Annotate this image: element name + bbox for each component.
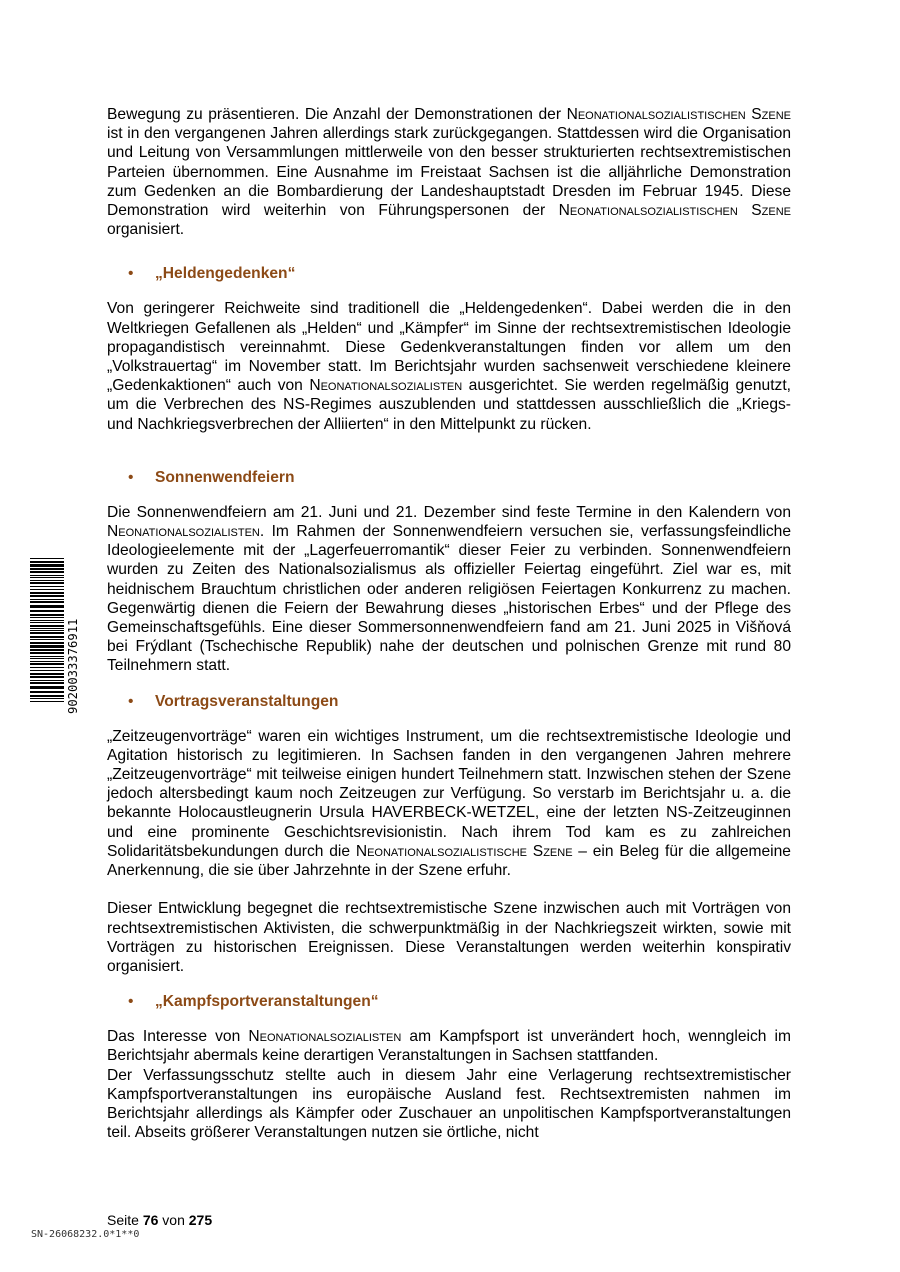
barcode-bar	[30, 676, 64, 678]
text-run: Das Interesse von	[107, 1028, 249, 1046]
barcode-bar	[30, 658, 64, 659]
text-run: Die Sonnenwendfeiern am 21. Juni und 21. Dezember sind feste Termine in den Kalendern von	[107, 503, 791, 521]
barcode-bar	[30, 595, 64, 597]
text-run: organisiert.	[107, 221, 185, 239]
barcode-bar	[30, 589, 64, 590]
paragraph-heldengedenken	[107, 299, 791, 433]
text-run: Dieser Entwicklung begegnet die rechtsextremistische Szene inzwischen auch mit Vorträgen von rechtsextremistischen Aktivisten, die schwerpunktmäßig in der Nachkriegszeit wirkten, sowie mit Vorträgen zu historischen Ereignissen. Diese Veranstaltungen werden weiterhin konspirativ organisiert.	[107, 900, 791, 975]
barcode-bar	[30, 645, 64, 648]
barcode-bar	[30, 625, 64, 627]
text-run: Von geringerer Reichweite sind traditionell die „Heldengedenken“. Dabei werden die in den Weltkriegen Gefallenen als „Helden“ und „Kämpfer“ im Sinne der rechtsextremistischen Ideologie propagandistisch vereinnahmt. Diese Gedenkveranstaltungen finden vor allem um den „Volkstrauertag“ im November statt. Im Berichtsjahr wurden sachsenweit verschiedene kleinere „Gedenkaktionen“ auch von	[107, 300, 791, 395]
footer-prefix: Seite	[107, 1212, 143, 1228]
small-caps-term: Neonationalsozialistischen Szene	[566, 106, 792, 123]
barcode-bar	[30, 632, 64, 634]
text-run: – ein Beleg für die allgemeine Anerkennung, die sie über Jahrzehnte in der Szene erfuhr.	[107, 842, 791, 880]
barcode-bar	[30, 663, 64, 665]
barcode-bar	[30, 586, 64, 587]
small-caps-term: Neonationalsozialisten	[248, 1028, 402, 1046]
barcode-bar	[30, 630, 64, 631]
paragraph-verfassungsschutz	[107, 1066, 791, 1143]
text-run: ist in den vergangenen Jahren allerdings stark zurückgegangen. Stattdessen wird die Organisation und Leitung von Versammlungen mittlerweile von den besser strukturierten rechtsextremistischen Parteien übernommen. Eine Ausnahme im Freistaat Sachsen ist die alljährliche Demonstration zum Gedenken an die Bombardierung der Landeshauptstadt Dresden im Februar 1945. Diese Demonstration wird weiterhin von Führungspersonen der	[107, 125, 791, 220]
paragraph-kampfsport-interesse	[107, 1027, 791, 1065]
paragraph-zeitzeugen	[107, 727, 791, 881]
paragraph-sonnenwendfeiern	[107, 503, 791, 676]
barcode-bar	[30, 691, 64, 693]
barcode-bar	[30, 670, 64, 671]
barcode-bar	[30, 582, 64, 584]
bullet-icon: •	[128, 692, 134, 710]
footer-middle: von	[158, 1212, 189, 1228]
heading-vortragsveranstaltungen	[107, 692, 791, 712]
barcode-bar	[30, 652, 64, 654]
barcode-bar	[30, 667, 64, 668]
barcode-bar	[30, 656, 64, 657]
text-run: Bewegung zu präsentieren. Die Anzahl der Demonstrationen der	[107, 106, 567, 123]
heading-text: „Heldengedenken“	[155, 265, 296, 283]
barcode-bar	[30, 680, 64, 681]
footer-page-number: 76	[142, 1212, 159, 1228]
barcode-bar	[30, 592, 64, 594]
footer-page-total: 275	[188, 1212, 213, 1228]
barcode-bar	[30, 558, 64, 559]
bullet-icon: •	[128, 468, 134, 486]
barcode-bar	[30, 571, 64, 573]
barcode-bar	[30, 682, 64, 684]
small-caps-term: Neonationalsozialistischen Szene	[558, 202, 792, 220]
barcode-bar	[30, 577, 64, 578]
barcode-bar	[30, 614, 64, 616]
barcode-bar	[30, 639, 64, 640]
barcode-graphic	[28, 556, 80, 716]
heading-heldengedenken	[107, 264, 791, 284]
barcode-bar	[30, 601, 64, 603]
small-caps-term: Neonationalsozialisten	[107, 523, 260, 541]
text-run: „Zeitzeugenvorträge“ waren ein wichtiges Instrument, um die rechtsextremistische Ideologie und Agitation historisch zu legitimieren. In Sachsen fanden in den vergangenen Jahren mehrere „Zeitzeugenvorträge“ mit teilweise einigen hundert Teilnehmern statt. Inzwischen stehen der Szene jedoch altersbedingt kaum noch Zeitzeugen zur Verfügung. So verstarb im Berichtsjahr u. a. die bekannte Holocaustleugnerin Ursula HAVERBECK-WETZEL, eine der letzten NS-Zeitzeuginnen und eine prominente Geschichtsrevisionistin. Nach ihrem Tod kam es zu zahlreichen Solidaritätsbekundungen durch die	[107, 727, 791, 860]
barcode	[28, 556, 80, 716]
heading-sonnenwendfeiern	[107, 468, 791, 488]
barcode-bar	[30, 628, 64, 629]
paragraph-entwicklung	[107, 899, 791, 976]
document-code: SN-26068232.0*1**0	[31, 1229, 140, 1240]
barcode-bar	[30, 649, 64, 651]
barcode-bar	[30, 698, 64, 699]
barcode-bar	[30, 636, 64, 638]
text-run: Der Verfassungsschutz stellte auch in diesem Jahr eine Verlagerung rechtsextremistischer Kampfsportveranstaltungen ins europäische Ausland fest. Rechtsextremisten nahmen im Berichtsjahr allerdings als Kämpfer oder Zuschauer an unpolitischen Kampfsportveranstaltungen teil. Abseits größerer Veranstaltungen nutzen sie örtliche, nicht	[107, 1066, 791, 1142]
barcode-bar	[30, 695, 64, 697]
bullet-icon: •	[128, 993, 134, 1011]
text-run: am Kampfsport ist unverändert hoch, wenngleich im Berichtsjahr abermals keine derartigen Veranstaltungen in Sachsen stattfanden.	[107, 1028, 792, 1065]
barcode-bar	[30, 686, 64, 689]
barcode-bar	[30, 642, 64, 644]
bullet-icon: •	[128, 265, 134, 283]
barcode-bar	[30, 599, 64, 600]
heading-text: „Kampfsportveranstaltungen“	[155, 993, 379, 1011]
text-run: . Im Rahmen der Sonnenwendfeiern versuchen sie, verfassungsfeindliche Ideologieelemente mit der „Lagerfeuerromantik“ dieser Feier zu verbinden. Sonnenwendfeiern wurden zu Zeiten des Nationalsozialismus als offizieller Feiertag eingeführt. Ziel war es, mit heidnischem Brauchtum christlichen oder anderen religiösen Feiertagen Konkurrenz zu machen. Gegenwärtig dienen die Feiern der Bewahrung dieses „historischen Erbes“ und der Pflege des Gemeinschaftsgefühls. Eine dieser Sommersonnenwendfeiern fand am 21. Juni 2025 in Višňová bei Frýdlant (Tschechische Republik) nahe der deutschen und polnischen Grenze mit rund 80 Teilnehmern statt.	[107, 523, 791, 675]
text-run: ausgerichtet. Sie werden regelmäßig genutzt, um die Verbrechen des NS-Regimes auszublenden und stattdessen ausschließlich die „Kriegs- und Nachkriegsverbrechen der Alliierten“ in den Mittelpunkt zu rücken.	[107, 377, 791, 433]
heading-text: Sonnenwendfeiern	[155, 468, 295, 486]
barcode-bar	[30, 661, 64, 662]
small-caps-term: Neonationalsozialisten	[309, 377, 463, 395]
barcode-bar	[30, 561, 64, 563]
barcode-bar	[30, 610, 64, 612]
page-content	[107, 105, 791, 1142]
heading-kampfsportveranstaltungen	[107, 992, 791, 1012]
small-caps-term: Neonationalsozialistische Szene	[355, 842, 573, 860]
barcode-digits: 9020033376911	[66, 618, 80, 714]
barcode-bar	[30, 564, 64, 567]
barcode-bar	[30, 673, 64, 675]
barcode-bar	[30, 622, 64, 623]
barcode-bar	[30, 568, 64, 570]
barcode-bar	[30, 575, 64, 576]
barcode-bar	[30, 580, 64, 581]
barcode-bar	[30, 605, 64, 608]
barcode-bar	[30, 620, 64, 621]
barcode-bar	[30, 701, 64, 702]
heading-text: Vortragsveranstaltungen	[155, 692, 339, 710]
barcode-bar	[30, 617, 64, 618]
paragraph-demonstrationen	[107, 105, 791, 239]
page-footer	[107, 1211, 212, 1229]
